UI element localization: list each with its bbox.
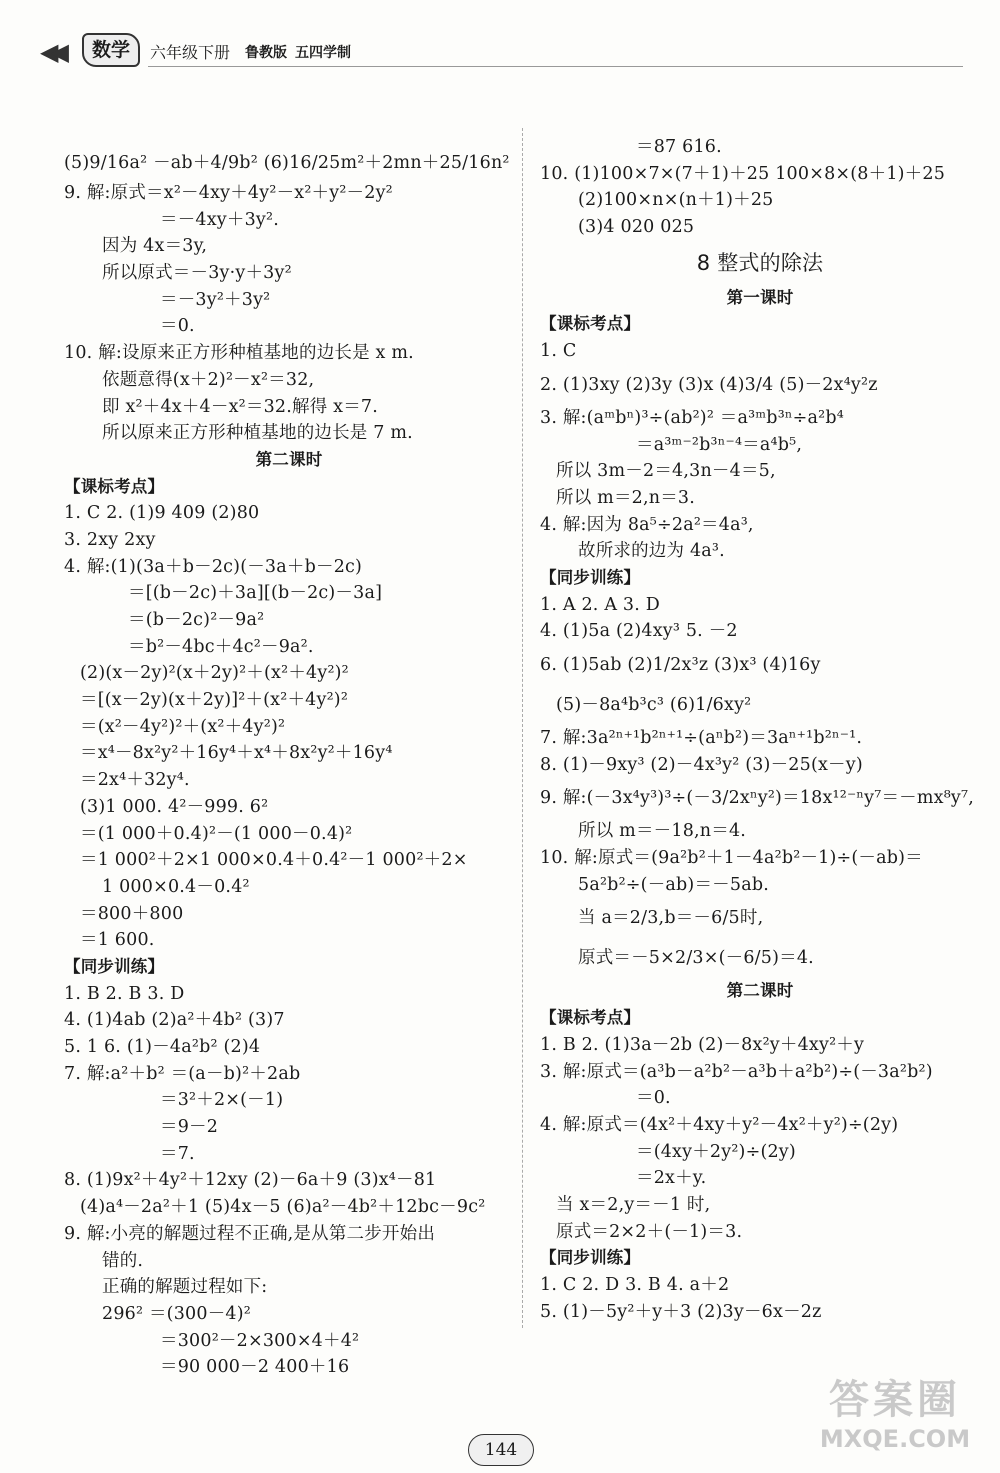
column-divider [522,128,523,1328]
answer-line: 296² ＝(300－4)² [102,1303,251,1324]
answer-line: 2. (1)3xy (2)3y (3)x (4)3/4 (5)－2x⁴y²z [540,374,878,395]
edition-label: 鲁教版 [245,45,287,61]
answer-line: 4. 解:因为 8a⁵÷2a²＝4a³, [540,514,754,535]
watermark-url: MXQE.COM [819,1425,971,1453]
answer-line: ＝1 600. [80,930,155,951]
answer-line: 1. A 2. A 3. D [540,594,661,615]
answer-line: 原式＝－5×2/3×(－6/5)＝4. [578,948,814,969]
chapter-title: 8 整式的除法 [696,250,824,275]
watermark-logo [800,1376,990,1466]
answer-line: ＝x⁴－8x²y²＋16y⁴＋x⁴＋8x²y²＋16y⁴ [80,743,393,764]
answer-line: ＝9－2 [160,1117,219,1138]
answer-line: 4. (1)4ab (2)a²＋4b² (3)7 [64,1010,285,1031]
answer-line: (2)100×n×(n＋1)＋25 [578,190,774,211]
answer-line: 7. 解:3a²ⁿ⁺¹b²ⁿ⁺¹÷(aⁿb²)＝3aⁿ⁺¹b²ⁿ⁻¹. [540,728,863,748]
answer-line: (4)a⁴－2a²＋1 (5)4x－5 (6)a²－4b²＋12bc－9c² [80,1197,486,1218]
answer-line: 3. 2xy 2xy [64,529,156,550]
subject-badge: 数学 [82,33,140,67]
answer-line: (5)9/16a² －ab＋4/9b² (6)16/25m²＋2mn＋25/16n² [64,153,510,173]
answer-line: 9. 解:小亮的解题过程不正确,是从第二步开始出 [64,1223,436,1244]
answer-line: 10. 解:设原来正方形种植基地的边长是 x m. [64,343,414,364]
answer-line: 5. 1 6. (1)－4a²b² (2)4 [64,1037,261,1057]
answer-line: 1. C [540,341,577,362]
answer-line: ＝7. [160,1143,195,1164]
grade-label: 六年级下册 [150,43,231,62]
answer-line: 8. (1)－9xy³ (2)－4x³y² (3)－25(x－y) [540,754,863,775]
page-header [0,30,1000,80]
section-heading: 【同步训练】 [64,956,165,976]
right-column [540,134,980,1325]
answer-line: 所以 m＝－18,n＝4. [578,821,747,842]
answer-line: 3. 解:(aᵐbⁿ)³÷(ab²)² ＝a³ᵐb³ⁿ÷a²b⁴ [540,407,845,428]
answer-line: ＝0. [160,316,195,337]
answer-line: ＝(4xy＋2y²)÷(2y) [636,1141,796,1162]
answer-line: 所以原式＝－3y·y＋3y² [102,263,292,284]
answer-line: ＝－3y²＋3y² [160,289,271,310]
answer-line: 6. (1)5ab (2)1/2x³z (3)x³ (4)16y [540,655,821,675]
watermark-text: 答案圈 [829,1377,961,1423]
answer-line: ＝a³ᵐ⁻²b³ⁿ⁻⁴＝a⁴b⁵, [636,434,803,455]
answer-line: 10. (1)100×7×(7＋1)＋25 100×8×(8＋1)＋25 [540,163,946,184]
answer-line: (5)－8a⁴b³c³ (6)1/6xy² [556,695,752,715]
page-number: 144 [468,1434,534,1466]
section-heading: 【课标考点】 [540,1008,641,1028]
answer-line: 故所求的边为 4a³. [578,541,725,562]
answer-line: 4. 解:原式＝(4x²＋4xy＋y²－4x²＋y²)÷(2y) [540,1114,899,1135]
answer-line: 4. (1)5a (2)4xy³ 5. －2 [540,621,738,642]
answer-line: 5a²b²÷(－ab)＝－5ab. [578,874,769,895]
answer-line: 原式＝2×2＋(－1)＝3. [556,1221,743,1242]
answer-line: ＝[(b－2c)＋3a][(b－2c)－3a] [128,583,383,604]
answer-line: 当 x＝2,y＝－1 时, [556,1194,711,1215]
school-system-label: 五四学制 [295,45,351,61]
answer-line: ＝2x＋y. [636,1168,707,1189]
section-heading: 【课标考点】 [64,476,165,496]
answer-line: ＝1 000²＋2×1 000×0.4＋0.4²－1 000²＋2× [80,850,468,871]
answer-line: 7. 解:a²＋b² ＝(a－b)²＋2ab [64,1063,301,1084]
answer-line: ＝300²－2×300×4＋4² [160,1330,360,1351]
answer-line: 9. 解:原式＝x²－4xy＋4y²－x²＋y²－2y² [64,183,393,203]
answer-line: 所以 m＝2,n＝3. [556,487,696,508]
lesson-heading: 第二课时 [726,981,794,1001]
answer-line: ＝90 000－2 400＋16 [160,1357,350,1378]
answer-line: 1. B 2. (1)3a－2b (2)－8x²y＋4xy²＋y [540,1034,865,1055]
left-column [64,146,514,1381]
answer-line: 所以原来正方形种植基地的边长是 7 m. [102,423,413,444]
section-heading: 【同步训练】 [540,567,641,587]
lesson-heading: 第二课时 [255,449,323,469]
answer-line: 即 x²＋4x＋4－x²＝32.解得 x＝7. [102,396,379,417]
answer-line: 1. B 2. B 3. D [64,983,185,1004]
answer-line: ＝(b－2c)²－9a² [128,610,265,630]
answer-line: ＝0. [636,1088,671,1109]
answer-line: 8. (1)9x²＋4y²＋12xy (2)－6a＋9 (3)x⁴－81 [64,1170,437,1191]
answer-line: 9. 解:(－3x⁴y³)³÷(－3/2xⁿy²)＝18x¹²⁻ⁿy⁷＝－mx⁸y⁷, [540,788,974,809]
answer-line: 所以 3m－2＝4,3n－4＝5, [556,461,776,482]
answer-line: 5. (1)－5y²＋y＋3 (2)3y－6x－2z [540,1301,822,1322]
answer-line: 依题意得(x＋2)²－x²＝32, [102,369,315,390]
answer-line: ＝2x⁴＋32y⁴. [80,770,190,791]
answer-line: 因为 4x＝3y, [102,236,208,257]
answer-line: 正确的解题过程如下: [102,1277,268,1298]
answer-line: 10. 解:原式＝(9a²b²＋1－4a²b²－1)÷(－ab)＝ [540,848,923,869]
answer-line: ＝(1 000＋0.4)²－(1 000－0.4)² [80,823,353,844]
answer-line: (3)4 020 025 [578,217,695,238]
answer-line: ＝800＋800 [80,903,184,924]
answer-line: 1 000×0.4－0.4² [102,876,250,897]
answer-line: ＝[(x－2y)(x＋2y)]²＋(x²＋4y²)² [80,690,349,711]
section-heading: 【同步训练】 [540,1248,641,1268]
answer-line: 1. C 2. (1)9 409 (2)80 [64,503,260,524]
lesson-heading: 第一课时 [726,287,794,307]
answer-line: (2)(x－2y)²(x＋2y)²＋(x²＋4y²)² [80,663,349,684]
header-rule [148,66,963,67]
answer-line: 3. 解:原式＝(a³b－a²b²－a³b＋a²b²)÷(－3a²b²) [540,1061,933,1082]
back-arrows-icon: ◀◀ [40,38,61,66]
answer-line: ＝b²－4bc＋4c²－9a². [128,636,314,657]
answer-line: ＝3²＋2×(－1) [160,1090,284,1111]
answer-line: (3)1 000. 4²－999. 6² [80,796,269,817]
section-heading: 【课标考点】 [540,314,641,334]
answer-line: 1. C 2. D 3. B 4. a＋2 [540,1275,730,1295]
answer-line: 4. 解:(1)(3a＋b－2c)(－3a＋b－2c) [64,556,363,577]
answer-line: ＝(x²－4y²)²＋(x²＋4y²)² [80,716,286,737]
answer-line: ＝87 616. [636,137,722,157]
answer-line: ＝－4xy＋3y². [160,209,279,230]
answer-line: 当 a＝2/3,b＝－6/5时, [578,908,764,929]
answer-line: 错的. [102,1250,144,1271]
